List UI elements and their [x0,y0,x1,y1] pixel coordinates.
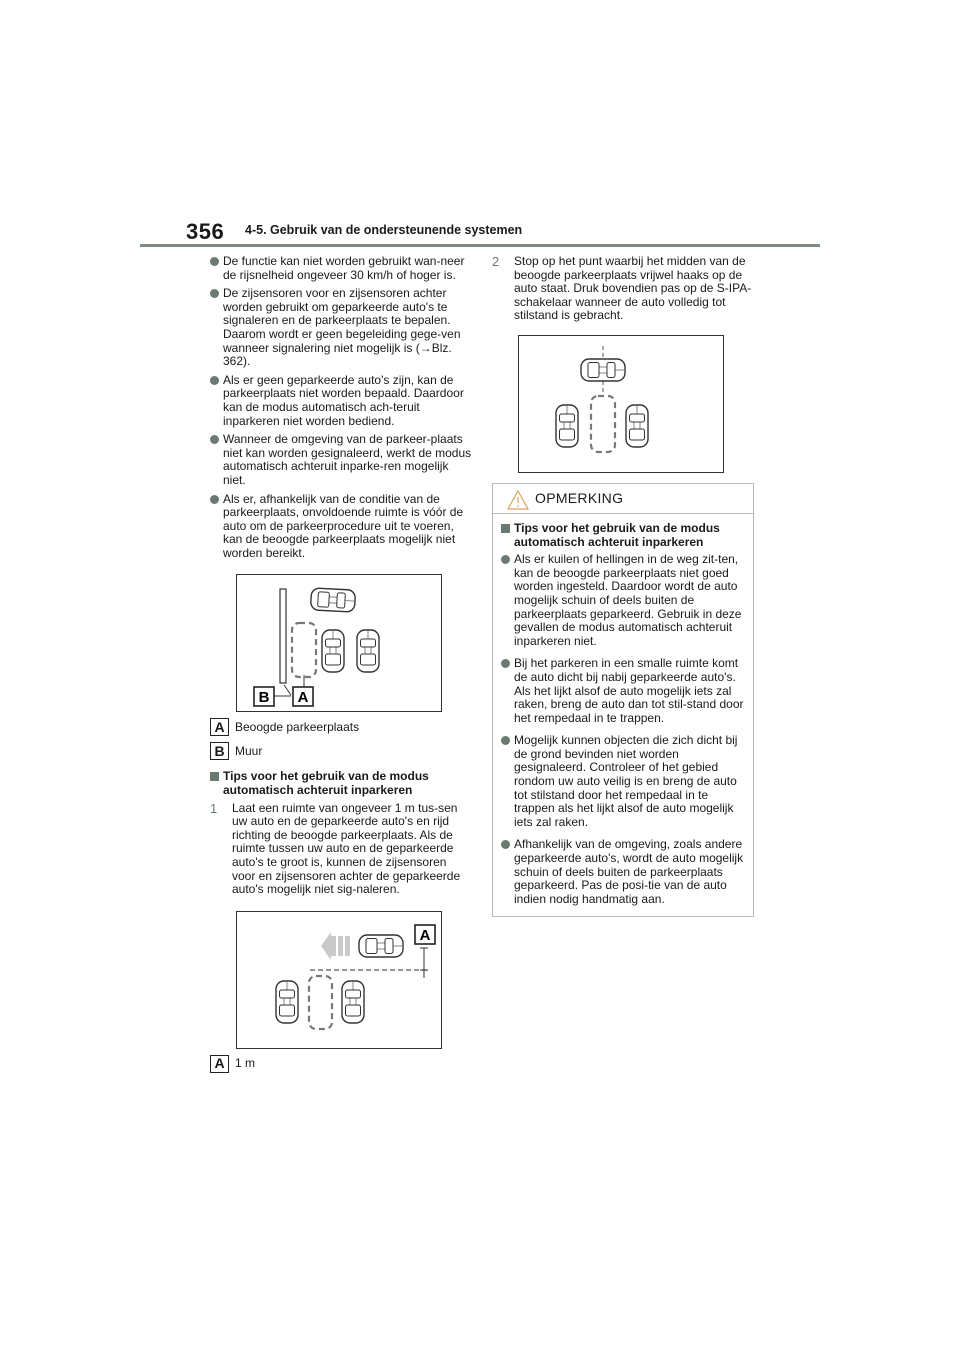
list-item: Bij het parkeren in een smalle ruimte komt de auto dicht bij nabij geparkeerde auto's. Als het lijkt alsof de auto mogelijk iets zal raken, breng de auto dan tot stil-stand door het rempedaal in te trappen. [501,657,745,725]
own-car-icon [359,935,403,957]
parked-car-icon [276,981,298,1023]
step-1 [210,802,472,897]
warning-triangle-icon [507,490,529,510]
callout-a [293,687,313,706]
legend-text: Muur [235,743,263,758]
legend-text: Beoogde parkeerplaats [235,719,360,734]
legend-tag: B [210,742,229,760]
list-item: Als er, afhankelijk van de conditie van de parkeerplaats, onvoldoende ruimte is vóór de auto om de parkeerprocedure uit te voeren, kan de beoogde parkeerplaats mogelijk niet worden bereikt. [210,493,472,561]
target-space-outline [309,976,332,1029]
notice-header [493,484,753,514]
tips-heading: Tips voor het gebruik van de modus automatisch achteruit inparkeren [210,770,472,797]
legend-item [210,742,472,760]
figure-stop-position [518,335,724,473]
parked-car-icon [322,630,344,672]
list-item: De zijsensoren voor en zijsensoren achter worden gebruikt om geparkeerde auto's te signaleren en de parkeerplaats te bepalen. Daarom wordt er geen begeleiding gege-ven wanneer signalering niet mogelijk is (→Blz. 362). [210,287,472,369]
parked-car-icon [357,630,379,672]
parked-car-icon [556,405,578,447]
step-text: Stop op het punt waarbij het midden van de beoogde parkeerplaats vrijwel haaks op de auto staat. Druk bovendien pas op de S-IPA-schakelaar wanneer de auto volledig tot stilstand is gebracht. [514,254,752,323]
step-2 [492,255,754,323]
step-number: 2 [492,254,500,269]
list-item: Als er kuilen of hellingen in de weg zit-ten, kan de beoogde parkeerplaats niet goed worden ingesteld. Daardoor wordt de auto mogelijk schuin of deels buiten de parkeerplaats geparkeerd. Gebruik in deze gevallen de modus automatisch achteruit inparkeren niet. [501,553,745,648]
callout-a [415,925,435,944]
legend-text: 1 m [235,1056,256,1071]
right-column [492,255,754,917]
list-item: De functie kan niet worden gebruikt wan-neer de rijsnelheid ongeveer 30 km/h of hoger is. [210,255,472,282]
legend-tag: A [210,1055,229,1073]
header-rule [140,244,820,247]
direction-arrow-icon [321,932,350,960]
target-space-outline [591,396,615,452]
own-car-icon [581,359,625,381]
parked-car-icon [342,981,364,1023]
step-number: 1 [210,800,218,816]
legend-item [210,718,472,736]
notice-heading: Tips voor het gebruik van de modus automatisch achteruit inparkeren [501,522,745,549]
list-item: Afhankelijk van de omgeving, zoals andere geparkeerde auto's, wordt de auto mogelijk schuin of deels buiten de parkeerplaats geparkeerd. Pas de posi-tie van de auto indien nodig handmatig aan. [501,838,745,906]
legend-tag: A [210,718,229,736]
page-number: 356 [186,219,225,244]
svg-text:A: A [297,689,309,707]
callout-b [254,687,274,706]
notice-box [492,483,754,917]
notice-title: OPMERKING [535,489,624,506]
section-title: 4-5. Gebruik van de ondersteunende systemen [245,223,523,237]
legend-item [210,1055,472,1073]
figure-target-parking-space [236,574,442,712]
left-column [210,255,472,1073]
svg-text:A: A [419,926,431,944]
parked-car-icon [626,405,648,447]
step-text: Laat een ruimte van ongeveer 1 m tus-sen uw auto en de geparkeerde auto's en rijd richting de beoogde parkeerplaats. Als de ruimte tussen uw auto en de geparkeerde auto's te groot is, kunnen de zijsensoren voor en zijsensoren achter de geparkeerde auto's mogelijk niet sig-naleren. [232,800,461,897]
list-item: Als er geen geparkeerde auto's zijn, kan de parkeerplaats niet worden bepaald. Daardoor kan de modus automatisch ach-teruit inparkeren niet worden bediend. [210,374,472,428]
figure-1m-distance [236,911,442,1049]
car-turning-icon [310,588,355,612]
svg-text:B: B [258,689,270,707]
list-item: Mogelijk kunnen objecten die zich dicht bij de grond bevinden niet worden gesignaleerd. Controleer of het gebied rondom uw auto veilig is en breng de auto tot stilstand door het rempedaal in te trappen als het lijkt alsof de auto mogelijk iets zal raken. [501,734,745,829]
target-space-outline [292,623,316,677]
list-item: Wanneer de omgeving van de parkeer-plaats niet kan worden gesignaleerd, werkt de modus automatisch achteruit inparke-ren mogelijk niet. [210,433,472,487]
